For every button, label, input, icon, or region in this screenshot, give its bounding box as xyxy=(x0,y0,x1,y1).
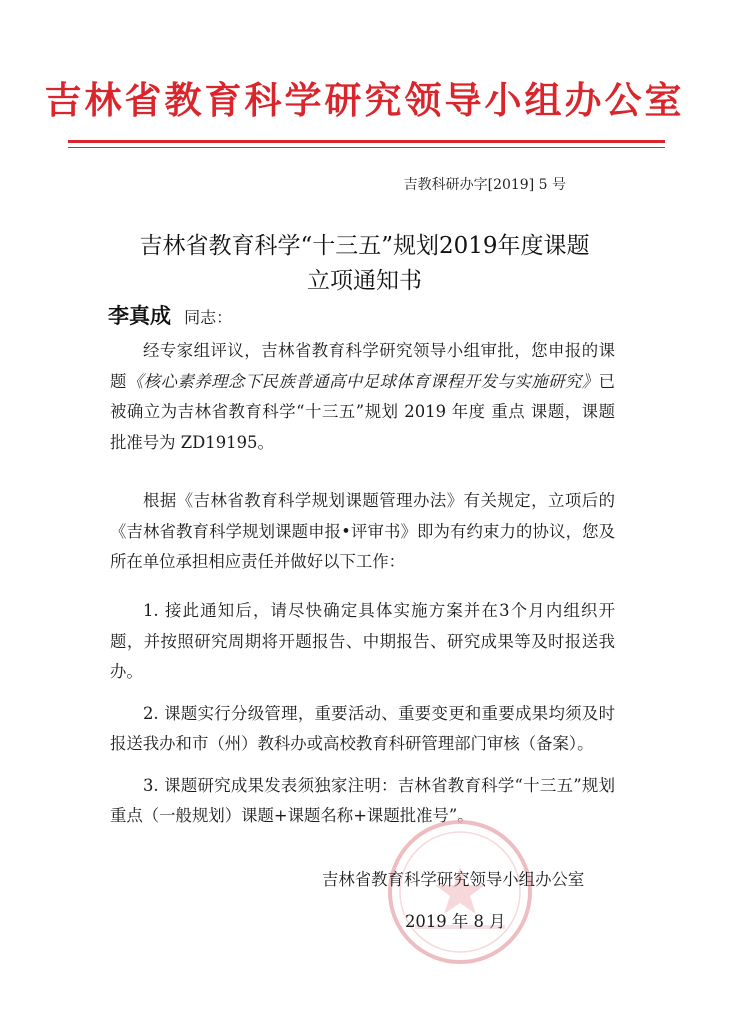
list-item: 1. 接此通知后，请尽快确定具体实施方案并在3个月内组织开题，并按照研究周期将开题报告、中期报告、研究成果等及时报送我办。 xyxy=(110,601,615,681)
paragraph-approval-mid: 已被确立为吉林省教育科学“十三五”规划 2019 年度 xyxy=(110,371,616,421)
document-title-line-2: 立项通知书 xyxy=(307,268,422,294)
approval-number: ZD19195 xyxy=(180,432,258,452)
list-item: 3. 课题研究成果发表须独家注明：吉林省教育科学“十三五”规划重点（一般规划）课题+课题名称+课题批准号”。 xyxy=(110,775,615,825)
official-seal-icon xyxy=(385,817,535,967)
list-item: 2. 课题实行分级管理，重要活动、重要变更和重要成果均须及时报送我办和市（州）教科办或高校教育科研管理部门审核（备案）。 xyxy=(110,703,615,753)
salutation: 同志： xyxy=(184,308,233,327)
paragraph-approval xyxy=(110,336,615,458)
topic-name: 《核心素养理念下民族普通高中足球体育课程开发与实施研究》 xyxy=(126,371,599,391)
paragraph-approval-mid2: 课题，课题批准号为 xyxy=(110,402,615,452)
paragraph-approval-prefix: 经专家组评议，吉林省教育科学研究领导小组审批，您申报的课题 xyxy=(110,341,615,391)
paragraph-regulations: 根据《吉林省教育科学规划课题管理办法》有关规定，立项后的《吉林省教育科学规划课题申报•评审书》即为有约束力的协议，您及所在单位承担相应责任并做好以下工作： xyxy=(110,491,615,571)
paragraph-approval-end: 。 xyxy=(257,432,274,452)
document-title-line-1: 吉林省教育科学“十三五”规划2019年度课题 xyxy=(139,233,590,259)
signature-office: 吉林省教育科学研究领导小组办公室 xyxy=(322,870,585,889)
issuing-office-header: 吉林省教育科学研究领导小组办公室 xyxy=(44,79,685,122)
document-number: 吉教科研办字[2019] 5 号 xyxy=(403,177,566,193)
recipient-name: 李真成 xyxy=(108,304,171,328)
header-red-rule-thin xyxy=(68,147,665,148)
signature-date: 2019 年 8 月 xyxy=(405,912,506,931)
recipient-line xyxy=(108,300,232,330)
header-red-rule-thick xyxy=(68,140,665,143)
project-level: 重点 xyxy=(491,402,526,421)
requirements-list xyxy=(110,596,615,843)
